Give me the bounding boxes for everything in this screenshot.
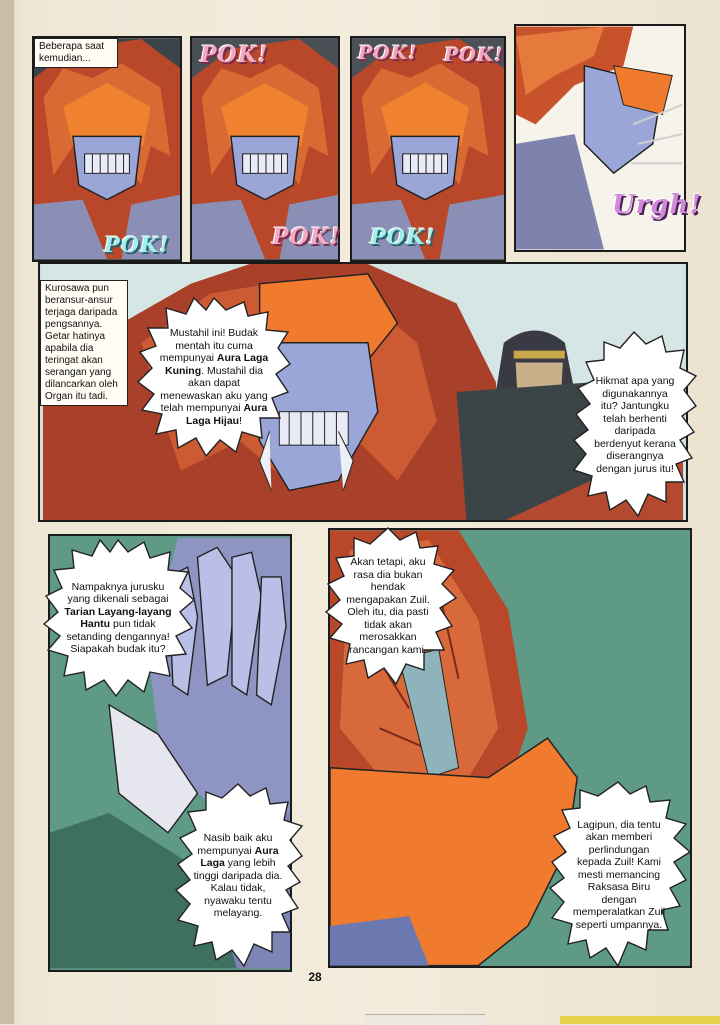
panel-5 bbox=[38, 262, 688, 522]
bubble-line: yang lebih tinggi daripada dia. Kalau tidak, nyawaku tentu melayang. bbox=[193, 857, 283, 920]
narration-caption: Kurosawa pun beransur-ansur terjaga daripada pengsannya. Getar hatinya apabila dia teringat akan serangan yang dilancarkan oleh Organ itu tadi. bbox=[40, 280, 128, 406]
villain-skull-art bbox=[34, 38, 180, 260]
sfx-pok-bottom: POK! bbox=[272, 224, 341, 250]
next-page-edge bbox=[365, 1014, 485, 1025]
next-page-edge-yellow bbox=[560, 1016, 720, 1024]
page-number: 28 bbox=[308, 970, 322, 984]
panel-1 bbox=[32, 36, 182, 262]
bubble-emphasis: Aura Laga bbox=[200, 844, 279, 870]
bubble-emphasis: Tarian Layang-layang Hantu bbox=[64, 605, 172, 630]
speech-bubble-nasib-baik bbox=[172, 782, 304, 970]
sfx-pok-bottom: POK! bbox=[370, 224, 436, 249]
speech-bubble-mustahil bbox=[136, 296, 292, 458]
bubble-text: Lagipun, dia tentu akan memberi perlindungan kepada Zuil! Kami mesti memancing Raksasa Biru dengan memperalatkan Zuil seperti umpannya. bbox=[572, 818, 666, 931]
sfx-pok: POK! bbox=[104, 232, 170, 257]
panel-6 bbox=[48, 534, 292, 972]
bubble-text bbox=[136, 296, 292, 458]
speech-bubble-lagipun bbox=[546, 780, 692, 970]
panel-3 bbox=[350, 36, 506, 262]
bubble-emphasis: Aura Laga Hijau bbox=[185, 402, 268, 427]
page-spine bbox=[0, 0, 14, 1024]
speech-bubble-nampaknya bbox=[42, 538, 194, 698]
panel-2 bbox=[190, 36, 340, 262]
bubble-line: Nampaknya jurusku yang dikenali sebagai bbox=[67, 580, 169, 605]
bubble-emphasis: Aura Laga Kuning bbox=[164, 352, 269, 377]
bubble-line: pun tidak setanding dengannya! Siapakah budak itu? bbox=[66, 618, 170, 655]
bubble-text: Akan tetapi, aku rasa dia bukan hendak mengapakan Zuil. Oleh itu, dia pasti tidak akan merosakkan rancangan kami. bbox=[346, 556, 430, 656]
speech-bubble-akan-tetapi bbox=[318, 526, 458, 686]
panel-7 bbox=[328, 528, 692, 968]
sfx-urgh: Urgh! bbox=[612, 190, 702, 220]
panel-4 bbox=[514, 24, 702, 252]
bubble-text bbox=[42, 538, 194, 698]
bubble-line: Nasib baik aku mempunyai bbox=[197, 832, 273, 857]
bubble-text bbox=[172, 782, 304, 970]
sfx-pok-top-right: POK! bbox=[444, 44, 504, 66]
bubble-line: . Mustahil dia akan dapat menewaskan aku yang telah mempunyai bbox=[160, 364, 268, 414]
speech-bubble-hikmat bbox=[572, 330, 698, 520]
bubble-line: ! bbox=[239, 414, 243, 427]
sfx-pok-top-left: POK! bbox=[358, 42, 418, 64]
bubble-line: Mustahil ini! Budak mentah itu cuma mempunyai bbox=[159, 327, 259, 364]
caption-beberapa-saat: Beberapa saat kemudian... bbox=[34, 38, 118, 68]
sfx-pok-top: POK! bbox=[200, 42, 269, 68]
bubble-text: Hikmat apa yang digunakannya itu? Jantungku telah berhenti daripada berdenyut kerana diserangnya dengan jurus itu! bbox=[594, 375, 676, 475]
